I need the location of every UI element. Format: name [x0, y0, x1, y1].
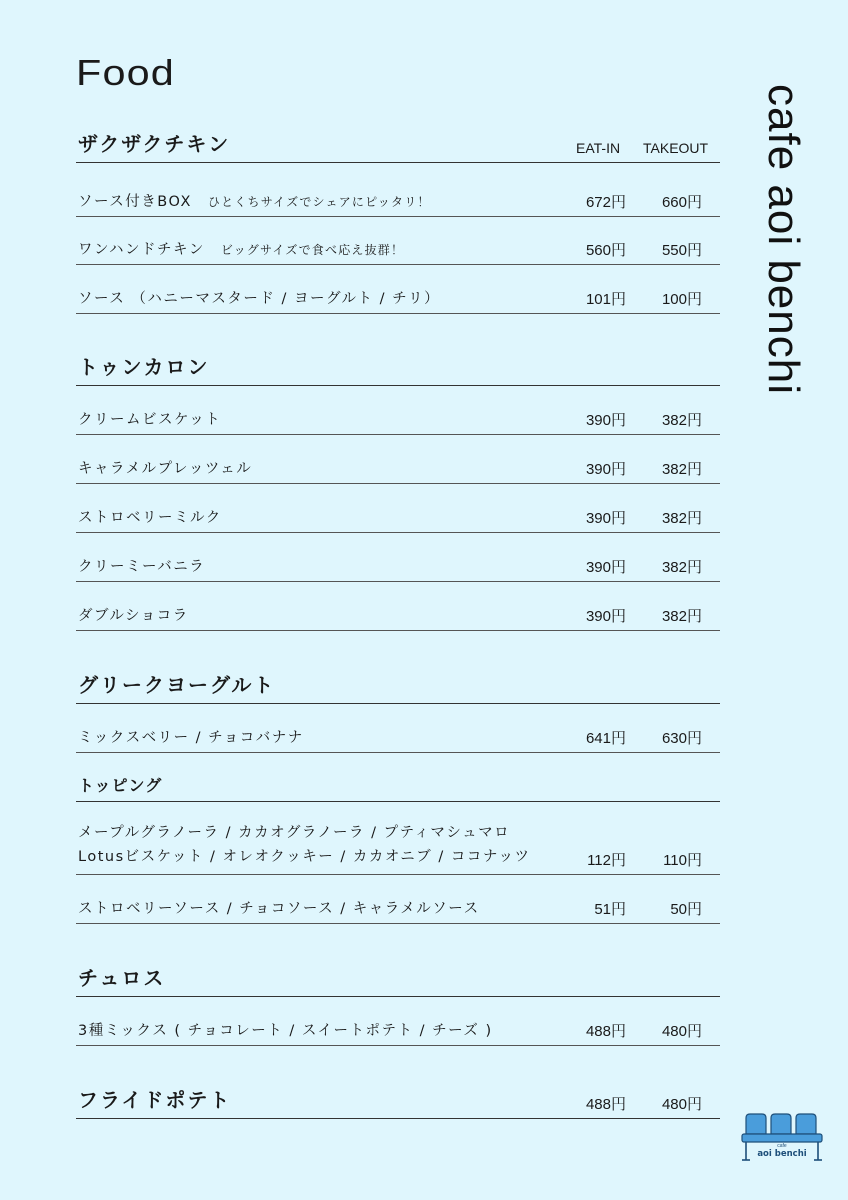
menu-item-row	[76, 273, 720, 314]
section-title: ザクザクチキン	[78, 132, 231, 156]
price-takeout: 382円	[661, 608, 702, 625]
section-title: チュロス	[78, 966, 166, 990]
item-name: ダブルショコラ	[78, 608, 189, 624]
menu-item-row	[76, 812, 720, 875]
item-name	[78, 238, 404, 259]
price-eat-in: 488円	[585, 1023, 626, 1040]
price-eat-in: 390円	[585, 559, 626, 576]
menu-item-row	[76, 883, 720, 924]
price-eat-in: 488円	[585, 1096, 626, 1113]
price-eat-in: 672円	[585, 194, 626, 211]
section-title: グリークヨーグルト	[78, 673, 276, 697]
item-name: 3種ミックス ( チョコレート / スイートポテト / チーズ )	[78, 1023, 493, 1039]
column-takeout-label: TAKEOUT	[643, 140, 709, 156]
logo-small-text: cafe	[777, 1143, 787, 1149]
price-eat-in: 112円	[587, 852, 626, 869]
price-eat-in: 390円	[585, 461, 626, 478]
menu-item-row	[76, 224, 720, 265]
menu-item-row	[76, 394, 720, 435]
price-eat-in: 390円	[585, 412, 626, 429]
item-note: ビッグサイズで食べ応え抜群！	[220, 243, 405, 257]
price-takeout: 50円	[670, 901, 702, 918]
item-name: ストロベリーミルク	[78, 510, 222, 526]
logo-text: aoi benchi	[757, 1149, 807, 1159]
item-name: クリーミーバニラ	[78, 559, 206, 575]
item-name-line: Lotusビスケット / オレオクッキー / カカオニブ / ココナッツ	[78, 849, 531, 865]
item-name-text: ソース付きBOX	[78, 194, 192, 210]
price-takeout: 480円	[661, 1023, 702, 1040]
section-header-yogurt	[76, 663, 720, 704]
item-name	[78, 821, 531, 869]
price-eat-in: 101円	[585, 291, 626, 308]
menu-item-row	[76, 176, 720, 217]
section-header-tuncaron	[76, 345, 720, 386]
menu-item-row	[76, 541, 720, 582]
section-header-fries	[76, 1078, 720, 1119]
item-name: キャラメルプレッツェル	[78, 461, 253, 477]
price-takeout: 550円	[661, 242, 702, 259]
item-name	[78, 190, 431, 211]
price-takeout: 110円	[663, 852, 702, 869]
price-takeout: 480円	[661, 1096, 702, 1113]
price-takeout: 382円	[661, 412, 702, 429]
brand-logo	[740, 1112, 824, 1164]
item-note: ひとくちサイズでシェアにピッタリ！	[207, 195, 431, 209]
price-takeout: 382円	[661, 510, 702, 527]
menu-item-row	[76, 1005, 720, 1046]
price-eat-in: 390円	[585, 608, 626, 625]
menu-item-row	[76, 590, 720, 631]
price-takeout: 382円	[661, 461, 702, 478]
item-name: ミックスベリー / チョコバナナ	[78, 730, 304, 746]
menu-item-row	[76, 712, 720, 753]
section-title: トゥンカロン	[78, 355, 210, 379]
price-eat-in: 641円	[585, 730, 626, 747]
price-takeout: 382円	[661, 559, 702, 576]
section-header-topping	[76, 761, 720, 802]
menu-item-row	[76, 492, 720, 533]
item-name-text: ワンハンドチキン	[78, 242, 205, 258]
section-title: トッピング	[78, 776, 163, 795]
section-title: フライドポテト	[78, 1088, 232, 1112]
section-header-chicken	[76, 122, 720, 163]
item-name: クリームビスケット	[78, 412, 222, 428]
price-eat-in: 51円	[594, 901, 626, 918]
price-takeout: 660円	[661, 194, 702, 211]
section-header-churros	[76, 956, 720, 997]
column-eat-in-label: EAT-IN	[576, 140, 621, 156]
page-title: Food	[76, 52, 175, 93]
price-eat-in: 390円	[585, 510, 626, 527]
item-name-line: メープルグラノーラ / カカオグラノーラ / プティマシュマロ	[78, 825, 511, 841]
brand-vertical-title: cafe aoi benchi	[759, 84, 808, 395]
price-eat-in: 560円	[585, 242, 626, 259]
menu-item-row	[76, 443, 720, 484]
price-takeout: 100円	[661, 291, 702, 308]
item-name: ソース （ハニーマスタード / ヨーグルト / チリ）	[78, 291, 441, 307]
price-takeout: 630円	[661, 730, 702, 747]
item-name: ストロベリーソース / チョコソース / キャラメルソース	[78, 901, 480, 917]
